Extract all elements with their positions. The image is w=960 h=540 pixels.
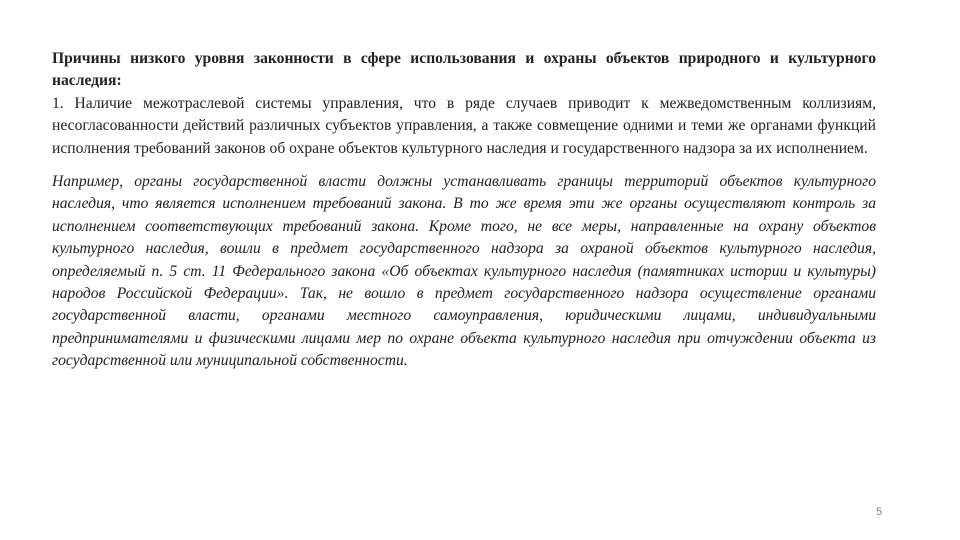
slide-text-body bbox=[52, 48, 876, 373]
paragraph-reasons: 1. Наличие межотраслевой системы управления, что в ряде случаев приводит к межведомственным коллизиям, несогласованности действий различных субъектов управления, а также совмещение одними и теми же органами функций исполнения требований законов об охране объектов культурного наследия и государственного надзора за их исполнением. bbox=[52, 94, 876, 157]
slide-heading: Причины низкого уровня законности в сфере использования и охраны объектов природного и культурного наследия: bbox=[52, 50, 876, 90]
page-number: 5 bbox=[876, 506, 883, 518]
paragraph-example: Например, органы государственной власти должны устанавливать границы территорий объектов культурного наследия, что является исполнением требований закона. В то же время эти же органы осуществляют контроль за исполнением соответствующих требований закона. Кроме того, не все меры, направленные на охрану объектов культурного наследия, вошли в предмет государственного надзора за охраной объектов культурного наследия, определяемый п. 5 ст. 11 Федерального закона «Об объектах культурного наследия (памятниках истории и культуры) народов Российской Федерации». Так, не вошло в предмет государственного надзора осуществление органами государственной власти, органами местного самоуправления, юридическими лицами, индивидуальными предпринимателями и физическими лицами мер по охране объекта культурного наследия при отчуждении объекта из государственной или муниципальной собственности. bbox=[52, 173, 876, 370]
